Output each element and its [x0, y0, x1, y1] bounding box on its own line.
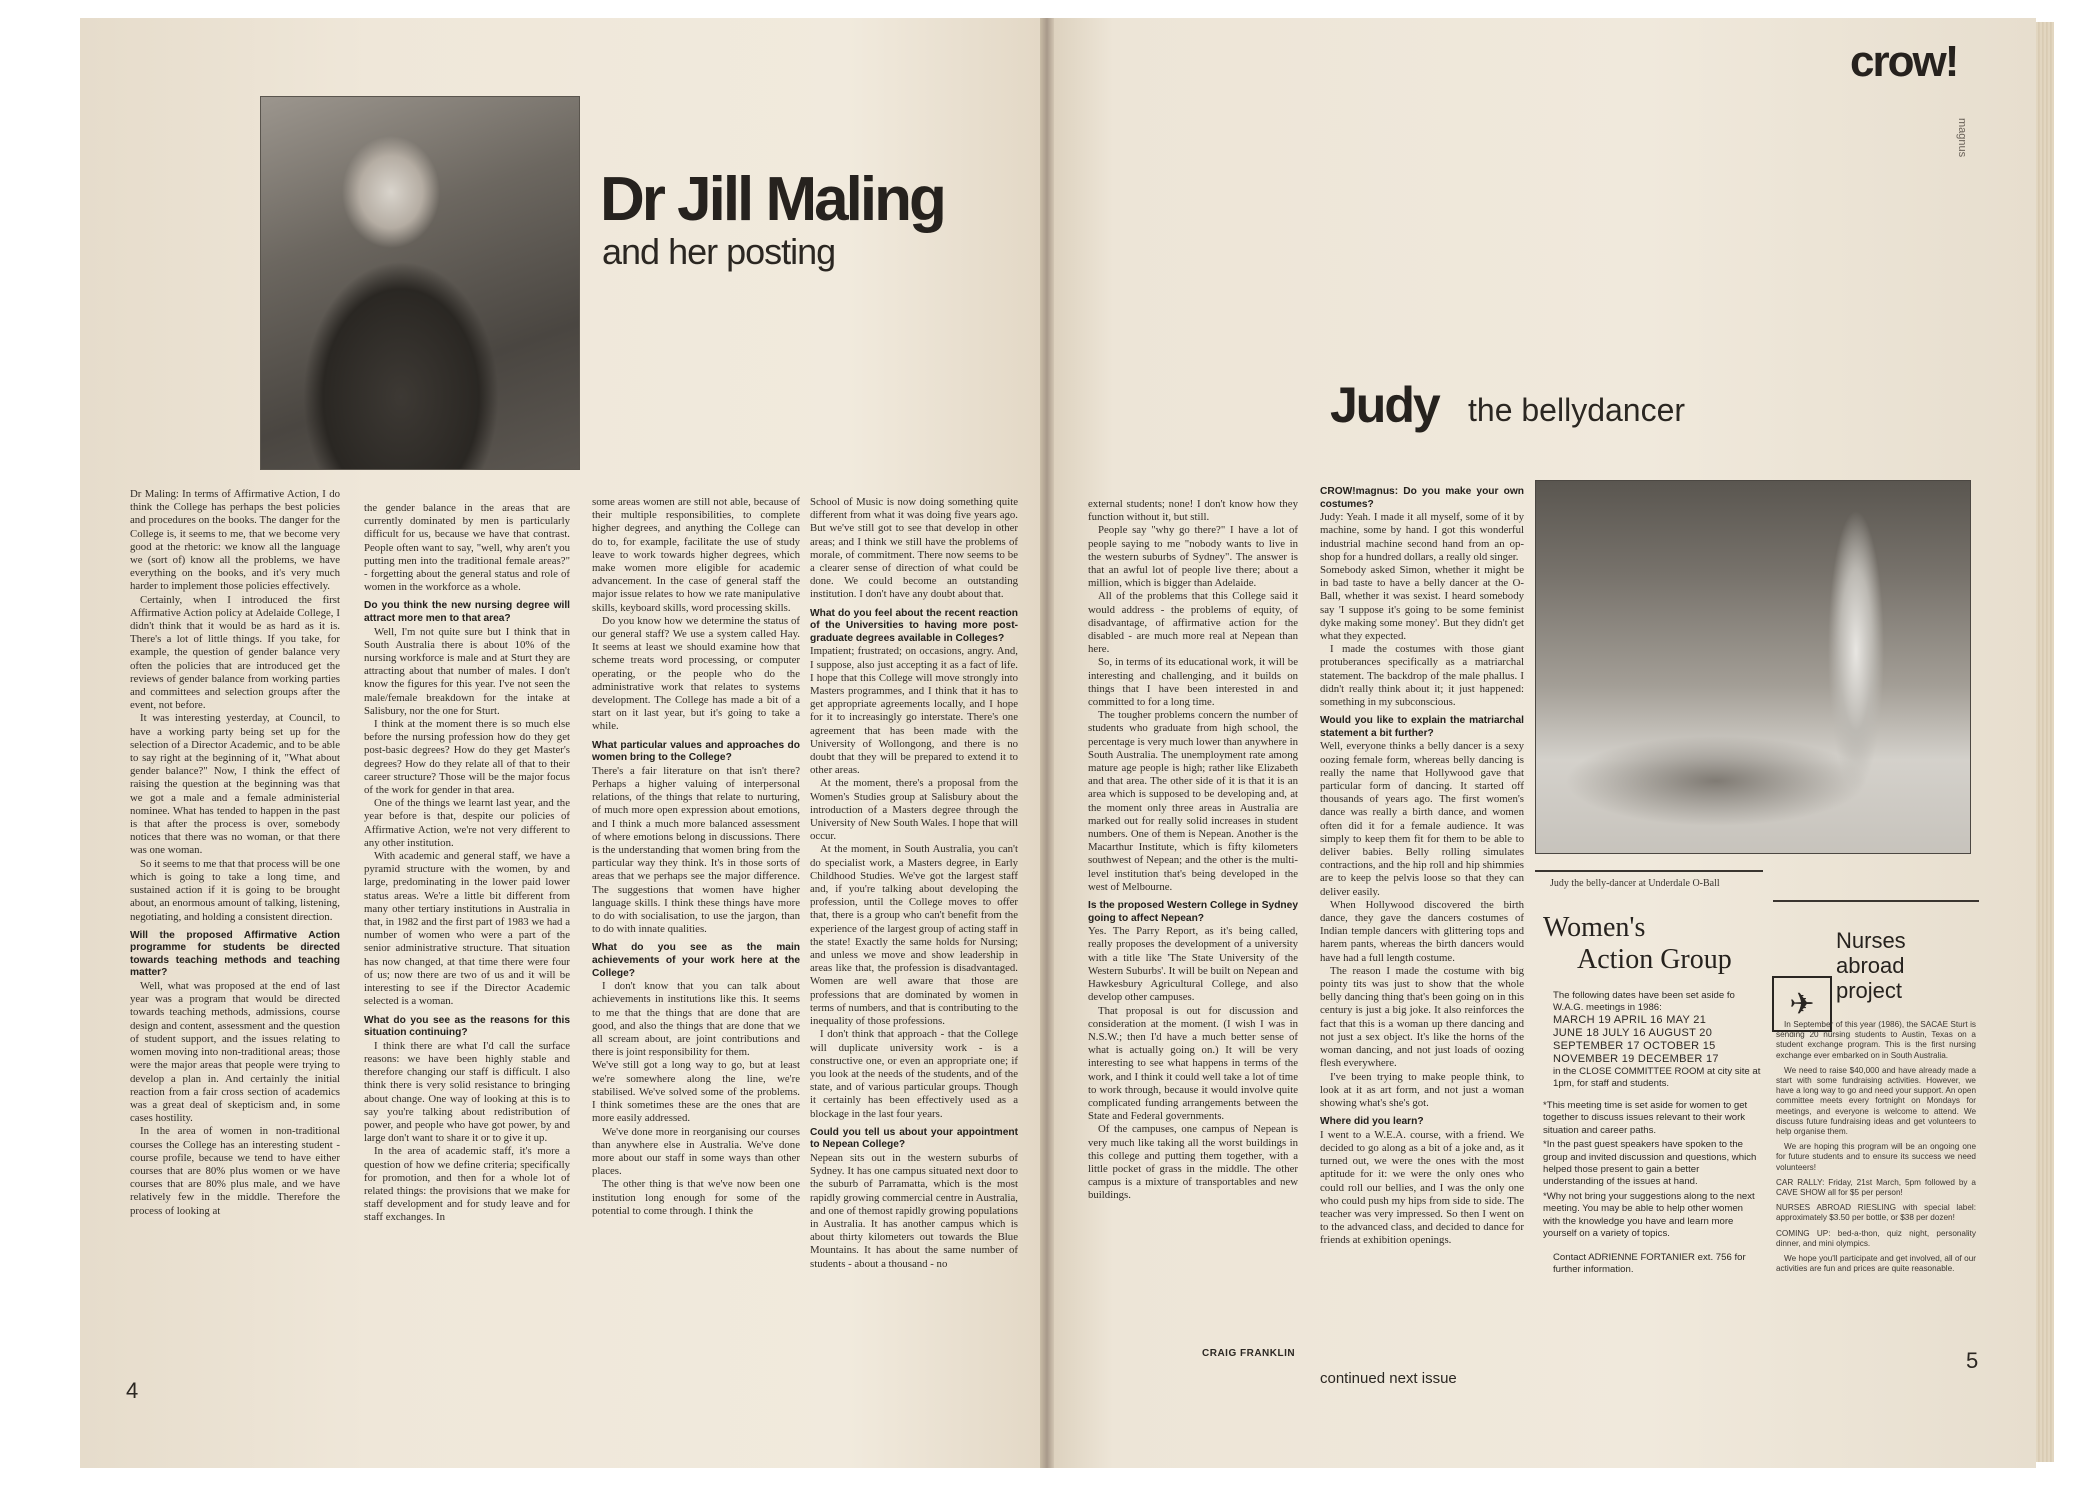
question: What do you see as the main achievements of your work here at the College?	[592, 942, 800, 979]
paragraph: Nepean sits out in the western suburbs of Sydney. It has one campus situated next door to the suburb of Parramatta, which is the most rapidly growing commercial centre in Australia, and one of themost rapidly growing populations in Australia. It has another campus which is about thirty kilometers out towards the Blue Mountains. It has about the same number of students - about a thousand - no	[810, 1151, 1018, 1270]
paragraph: Yes. The Parry Report, as it's being called, really proposes the development of a university with a title like 'The State University of the Western Suburbs'. It will be built on Nepean and Hawkesbury Agricultural College, and also develop other campuses.	[1088, 925, 1298, 1004]
paragraph: The tougher problems concern the number of students who graduate from high school, the percentage is very much lower than anywhere in South Australia. The unemployment rate among mature age people is high; rather like Elizabeth and that area. The other side of it is that it is an area which is supposed to be developing and, at the moment only three areas in Australia are marked out for really solid increases in student numbers. One of them is Nepean. Another is the Macarthur Institute, which is fifty kilometers southwest of Nepean; and the other is the multi-level institution that's being developed in the west of Melbourne.	[1088, 709, 1298, 893]
article-column-1	[130, 488, 340, 1218]
wag-date-line: JUNE 18 JULY 16 AUGUST 20	[1553, 1027, 1713, 1039]
judy-title: Judy	[1330, 377, 1439, 433]
paragraph: School of Music is now doing something quite different from what it was doing five years ago. But we've still got to see that develop in other areas; and I think we still have the problems of morale, of commitment. There now seems to be a clearer sense of direction of what could be done. We could become an outstanding institution. I don't have any doubt about that.	[810, 496, 1018, 601]
paragraph: I made the costumes with those giant protuberances specifically as a matriarchal statement. The backdrop of the male phallus. I didn't really think about it; it just happened: something in my subconscious.	[1320, 643, 1524, 709]
nurses-paragraph: In September of this year (1986), the SACAE Sturt is sending 20 nursing students to Austin, Texas on a student exchange program. This is the first nursing exchange ever embarked on in South Australia.	[1776, 1020, 1976, 1060]
paragraph: Well, everyone thinks a belly dancer is a sexy oozing female form, whereas belly dancing is really the name that Hollywood gave that particular form of dancing. It started off thousands of years ago. The first women's dance was really a birth dance, and women often did it for a female audience. It was simply to keep them fit for them to be able to deliver babies. Belly rolling simulates contractions, and the hip roll and hip shimmies are to keep the pelvis loose so that they can deliver easily.	[1320, 740, 1524, 898]
continued-note: continued next issue	[1320, 1370, 1457, 1387]
masthead: crow!	[1850, 37, 1958, 86]
article-column-5	[1088, 498, 1298, 1203]
paragraph: Somebody asked Simon, whether it might be in bad taste to have a belly dancer at the O-Ball, whether it was sexist. I heard somebody say 'I suppose it's going to be some feminist dyke making some money'. But they didn't get what they expected.	[1320, 564, 1524, 643]
left-page	[80, 18, 1040, 1468]
question: What do you see as the reasons for this situation continuing?	[364, 1014, 570, 1039]
question: CROW!magnus: Do you make your own costumes?	[1320, 486, 1524, 510]
wag-bullets	[1543, 1100, 1761, 1240]
wag-date-line: SEPTEMBER 17 OCTOBER 15	[1553, 1040, 1716, 1052]
paragraph: I think at the moment there is so much else before the nursing profession how do they get post-basic degrees? How do they get Master's degrees? How do they relate all of that to their career structure? Those will be the major focus of the work for gender in that area.	[364, 718, 570, 797]
masthead-side-text: magnus	[1956, 118, 1968, 158]
paragraph: In the area of women in non-traditional courses the College has an interesting student - course profile, because we tend to have either courses that are 80% plus women or we have courses that are 80% plus male, and we have relatively few in the middle. Therefore the process of looking at	[130, 1125, 340, 1217]
paragraph: I went to a W.E.A. course, with a friend. We decided to go along as a bit of a joke and, as it turned out, we were the ones with the most aptitude for it: we were the only ones who could roll our bellies, and I was the only one who could push my hips from side to side. The teacher was very impressed. So then I went on to the advanced class, and decided to dance for friends at exhibition openings.	[1320, 1128, 1524, 1247]
paragraph: I don't know that you can talk about achievements in institutions like this. It seems to me that the things that are done that are good, and also the things that are done that we all scream about, are joint contributions and there is joint responsibility for them.	[592, 980, 800, 1059]
question: Do you think the new nursing degree will attract more men to that area?	[364, 600, 570, 625]
paragraph: We've still got a long way to go, but at least we're somewhere along the line, we're stabilised. We've solved some of the problems. I think sometimes these are the ones that are more easily addressed.	[592, 1059, 800, 1125]
question: Will the proposed Affirmative Action programme for students be directed towards teaching methods and teaching matter?	[130, 929, 340, 979]
wag-date-line: MARCH 19 APRIL 16 MAY 21	[1553, 1014, 1707, 1026]
gutter	[1040, 18, 1054, 1468]
byline: CRAIG FRANKLIN	[1202, 1348, 1296, 1359]
article-column-3	[592, 496, 800, 1218]
article-column-2	[364, 502, 570, 1225]
wag-date-line: NOVEMBER 19 DECEMBER 17	[1553, 1053, 1719, 1065]
paragraph: Well, what was proposed at the end of last year was a program that would be directed towards teaching methods, admissions, course design and content, assessment and the question of student support, and the issues relating to women moving into non-traditional areas; those were the major areas that people were trying to develop a plan in. And certainly the initial reaction from a fair cross section of academics was a great deal of skepticism and, in some cases hostility.	[130, 980, 340, 1125]
nurses-event: CAR RALLY: Friday, 21st March, 5pm followed by a CAVE SHOW all for $5 per person!	[1776, 1177, 1976, 1198]
wag-title-1: Women's	[1543, 912, 1646, 943]
paragraph: Do you know how we determine the status of our general staff? We use a system called Hay. It seems at least we should examine how that scheme treats word processing, or computer operating, or the people who do the administrative work that relates to systems development. The College has made a bit of a start on it last year, but it's going to take a while.	[592, 614, 800, 733]
paragraph: I've been trying to make people think, to look at it as art form, and not just a woman showing what's she's got.	[1320, 1070, 1524, 1109]
nurses-body	[1776, 1020, 1976, 1274]
nurses-title-line: abroad	[1836, 953, 1905, 978]
paragraph: The reason I made the costume with big pointy tits was just to show that the whole belly dancing thing that's been going on in this century is just a big joke. It also reinforces the fact that this is a woman up there dancing and not just a sex object. It's like the horns of the woman dancing, and not just loads of oozing flesh everywhere.	[1320, 964, 1524, 1070]
wag-bullet: *This meeting time is set aside for women to get together to discuss issues relevant to their work situation and career paths.	[1543, 1100, 1748, 1136]
article-title: Dr Jill Maling	[600, 165, 944, 234]
judy-subtitle: the bellydancer	[1468, 392, 1686, 428]
paragraph: We've done more in reorganising our courses than anywhere else in Australia. We've done more about our staff in some ways than other places.	[592, 1125, 800, 1178]
nurses-paragraph: We are hoping this program will be an ongoing one for future students and to ensure its success we need volunteers!	[1776, 1142, 1976, 1172]
nurses-title	[1836, 928, 1906, 1003]
paragraph: It was interesting yesterday, at Council, to have a working party being set up for the selection of a Director Academic, and to be able to say right at the beginning of it, "What about gender balance?" Now, I think the effect of raising the question at the beginning was that we got a male and a female administerial nominee. What has tended to happen in the past is that after the process is over, somebody notices that there was no woman, or that there was one woman.	[130, 712, 340, 857]
paragraph: Impatient; frustrated; on occasions, angry. And, I suppose, also just accepting it as a fact of life. I hope that this College will move strongly into Masters programmes, and I think that it has to get appropriate agreements locally, and I hope for it to increasingly go interstate. There's one agreement that has been made with the University of Wollongong, and there is no doubt that they will be prepared to extend it to other areas.	[810, 645, 1018, 777]
question: Is the proposed Western College in Sydney going to affect Nepean?	[1088, 900, 1298, 924]
paragraph: the gender balance in the areas that are currently dominated by men is particularly difficult for us, because we have that contrast. People often want to say, "well, why aren't you putting men into the traditional female areas?" - forgetting about the general status and role of women in the workforce as a whole.	[364, 502, 570, 594]
paragraph: One of the things we learnt last year, and the year before is that, despite our policies of Affirmative Action, we're not very different to any other institution.	[364, 797, 570, 849]
paragraph: When Hollywood discovered the birth dance, they gave the dancers costumes of Indian temple dancers with glittering tops and harem pants, whereas the birth dancers would have had a full length costume.	[1320, 898, 1524, 964]
article-column-4	[810, 496, 1018, 1271]
nurses-event: NURSES ABROAD RIESLING with special label: approximately $3.50 per bottle, or $38 per dozen!	[1776, 1203, 1976, 1223]
paragraph: Judy: Yeah. I made it all myself, some of it by machine, some by hand. I got this wonderful industrial machine second hand from an op-shop for a hundred dollars, a really old singer.	[1320, 511, 1524, 563]
page-edge	[2036, 22, 2054, 1462]
paragraph: At the moment, there's a proposal from the Women's Studies group at Salisbury about the introduction of a Masters degree through the University of New South Wales. I hope that will occur.	[810, 777, 1018, 843]
right-page	[1054, 18, 2036, 1468]
nurses-event: COMING UP: bed-a-thon, quiz night, personality dinner, and mini olympics.	[1776, 1228, 1976, 1248]
paragraph: So it seems to me that that process will be one which is going to take a long time, and sustained action if it is going to be brought about, an enormous amount of talking, listening, negotiating, and holding a consistent direction.	[130, 857, 340, 923]
nurses-logo-icon: ✈	[1772, 976, 1832, 1032]
wag-bullet: *Why not bring your suggestions along to the next meeting. You may be able to help other women with the knowledge you have and learn more yourself on a variety of topics.	[1543, 1190, 1755, 1240]
paragraph: There's a fair literature on that isn't there? Perhaps a higher valuing of interpersonal relations, of the things that relate to nurturing, of much more open expression about emotions, and I think a much more balanced assessment of where emotions belong in discussions. There is the understanding that women bring from the particular way they think. It's in those sorts of areas that we perhaps see the major difference. The suggestions that women have higher language skills. I think these things have more to do with socialisation, to use the jargon, than to do with innate qualities.	[592, 764, 800, 936]
wag-box	[1543, 912, 1761, 1276]
paragraph: Certainly, when I introduced the first Affirmative Action policy at Adelaide College, I didn't think that it would be as hard as it is. There's a lot of little things. If you take, for example, the question of gender balance very often the policies that are introduced get the reviews of gender balance from working parties and committees and selection groups after the event, not before.	[130, 593, 340, 712]
question: Where did you learn?	[1320, 1116, 1424, 1128]
paragraph: So, in terms of its educational work, it will be interesting and challenging, and it builds on things that I have been interested in and committed to for a long time.	[1088, 656, 1298, 709]
paragraph: I think there are what I'd call the surface reasons: we have been highly stable and therefore changing our staff is difficult. I also think there is very solid resistance to bringing about change. One way of looking at this is to say you're talking about redistribution of power, and people who have got power, by and large don't want to share it or to give it up.	[364, 1039, 570, 1145]
page-number: 4	[126, 1378, 139, 1403]
wag-title-2: Action Group	[1577, 944, 1732, 975]
nurses-closing: We hope you'll participate and get involved, all of our activities are fun and prices are quite reasonable.	[1776, 1254, 1976, 1274]
paragraph: Well, I'm not quite sure but I think that in South Australia there is about 10% of the nursing workforce is male and at Sturt they are attracting about that number of males. I don't know the figures for this year. I've not seen the male/female breakdown for the intake at Salisbury, nor the one for Sturt.	[364, 625, 570, 717]
wag-location: in the CLOSE COMMITTEE ROOM at city site at 1pm, for staff and students.	[1553, 1066, 1761, 1089]
bellydancer-photo	[1535, 480, 1971, 854]
paragraph: I don't think that approach - that the College will duplicate university work - is a constructive one, or even an appropriate one; if you look at the needs of the students, and of the state, and of various particular groups. Though it certainly has been effectively used as a blockage in the last four years.	[810, 1028, 1018, 1120]
question: Could you tell us about your appointment to Nepean College?	[810, 1126, 1018, 1151]
paragraph: Of the campuses, one campus of Nepean is very much like taking all the worst buildings in this college and putting them together, with a little pocket of grass in the middle. The other campus is a mixture of transportables and new buildings.	[1088, 1123, 1298, 1202]
paragraph: All of the problems that this College said it would address - the problems of equity, of disadvantage, of affirmative action for the disabled - are much more real at Nepean than here.	[1088, 590, 1298, 656]
wag-dates	[1543, 1014, 1761, 1066]
question: Would you like to explain the matriarchal statement a bit further?	[1320, 715, 1524, 739]
wag-bullet: *In the past guest speakers have spoken to the group and invited discussion and questions, which helped those present to gain a better understanding of the issues at hand.	[1543, 1139, 1757, 1188]
nurses-title-line: Nurses	[1836, 928, 1906, 953]
paragraph: That proposal is out for discussion and consideration at the moment. (I wish I was in N.S.W.; then I'd have a much better sense of what is actually going on.) It will be very interesting to see what happens in terms of the work, and I think it could well take a lot of time to work through, because it would involve quite complicated funding arrangements between the State and Federal governments.	[1088, 1004, 1298, 1123]
nurses-top-rule	[1773, 900, 1979, 902]
article-column-6	[1320, 480, 1524, 1248]
photo-caption: Judy the belly-dancer at Underdale O-Ball	[1550, 878, 1720, 889]
paragraph: Dr Maling: In terms of Affirmative Action, I do think the College has perhaps the best policies and procedures on the books. The danger for the College is, it seems to me, that we become very good at the rhetoric: we know all the language we (sort of) know all the problems, we have everything on the books, and it's very much harder to implement those policies effectively.	[130, 488, 340, 593]
wag-contact: Contact ADRIENNE FORTANIER ext. 756 for further information.	[1553, 1252, 1746, 1276]
paragraph: external students; none! I don't know how they function without it, but still.	[1088, 498, 1298, 524]
nurses-paragraph: We need to raise $40,000 and have already made a start with some fundraising activities. However, we have a long way to go and need your support. An open committee meets every fortnight on Mondays for meetings, and everyone is welcome to attend. We discuss future fundraising ideas and get volunteers to help organise them.	[1776, 1065, 1976, 1137]
paragraph: In the area of academic staff, it's more a question of how we define criteria; specifically for promotion, and then for a whole lot of related things: the provisions that we make for staff development and for study leave and for staff exchanges. In	[364, 1145, 570, 1224]
paragraph: At the moment, in South Australia, you can't do specialist work, a Masters degree, in Early Childhood Studies. We've got the largest staff and, if you're talking about developing the profession, until the College moves to offer that, there is a group who can't benefit from the experience of the largest group of acting staff in the state! Exactly the same holds for Nursing; and unless we move and show leadership in areas like that, the profession is disadvantaged. Women are well aware that those are professions that are dominated by women in terms of numbers, and that is contributing to the inequality of those professions.	[810, 843, 1018, 1028]
article-subtitle: and her posting	[602, 231, 836, 272]
question: What do you feel about the recent reaction of the Universities to having more post-graduate degrees available in Colleges?	[810, 607, 1018, 644]
paragraph: The other thing is that we've now been one institution long enough for some of the potential to come through. I think the	[592, 1178, 800, 1217]
portrait-photo	[260, 96, 580, 470]
page-number-right: 5	[1966, 1348, 1979, 1373]
wag-intro: The following dates have been set aside fo W.A.G. meetings in 1986:	[1553, 990, 1735, 1013]
paragraph: With academic and general staff, we have a pyramid structure with the women, by and large, predominating in the lower paid lower status areas. We're a little bit different from many other tertiary institutions in Australia in that, in 1982 and the first part of 1983 we had a number of women who were a part of the senior administrative structure. That situation has now changed, at that time there were four of us; now there are two of us and it will be interesting to see if the Director Academic selected is a woman.	[364, 850, 570, 1008]
wag-top-rule	[1535, 870, 1763, 872]
paragraph: People say "why go there?" I have a lot of people saying to me "nobody wants to live in the western suburbs of Sydney". The answer is that an awful lot of people live there; about a million, which is bigger than Adelaide.	[1088, 524, 1298, 590]
question: What particular values and approaches do women bring to the College?	[592, 739, 800, 764]
paragraph: some areas women are still not able, because of their multiple responsibilities, to complete higher degrees, and anything the College can do to, for example, facilitate the use of study leave to work towards higher degrees, which make women more eligible for academic advancement. In the case of general staff the major issue relates to how we rate manipulative skills, keyboard skills, word processing skills.	[592, 496, 800, 614]
nurses-title-line: project	[1836, 978, 1903, 1003]
